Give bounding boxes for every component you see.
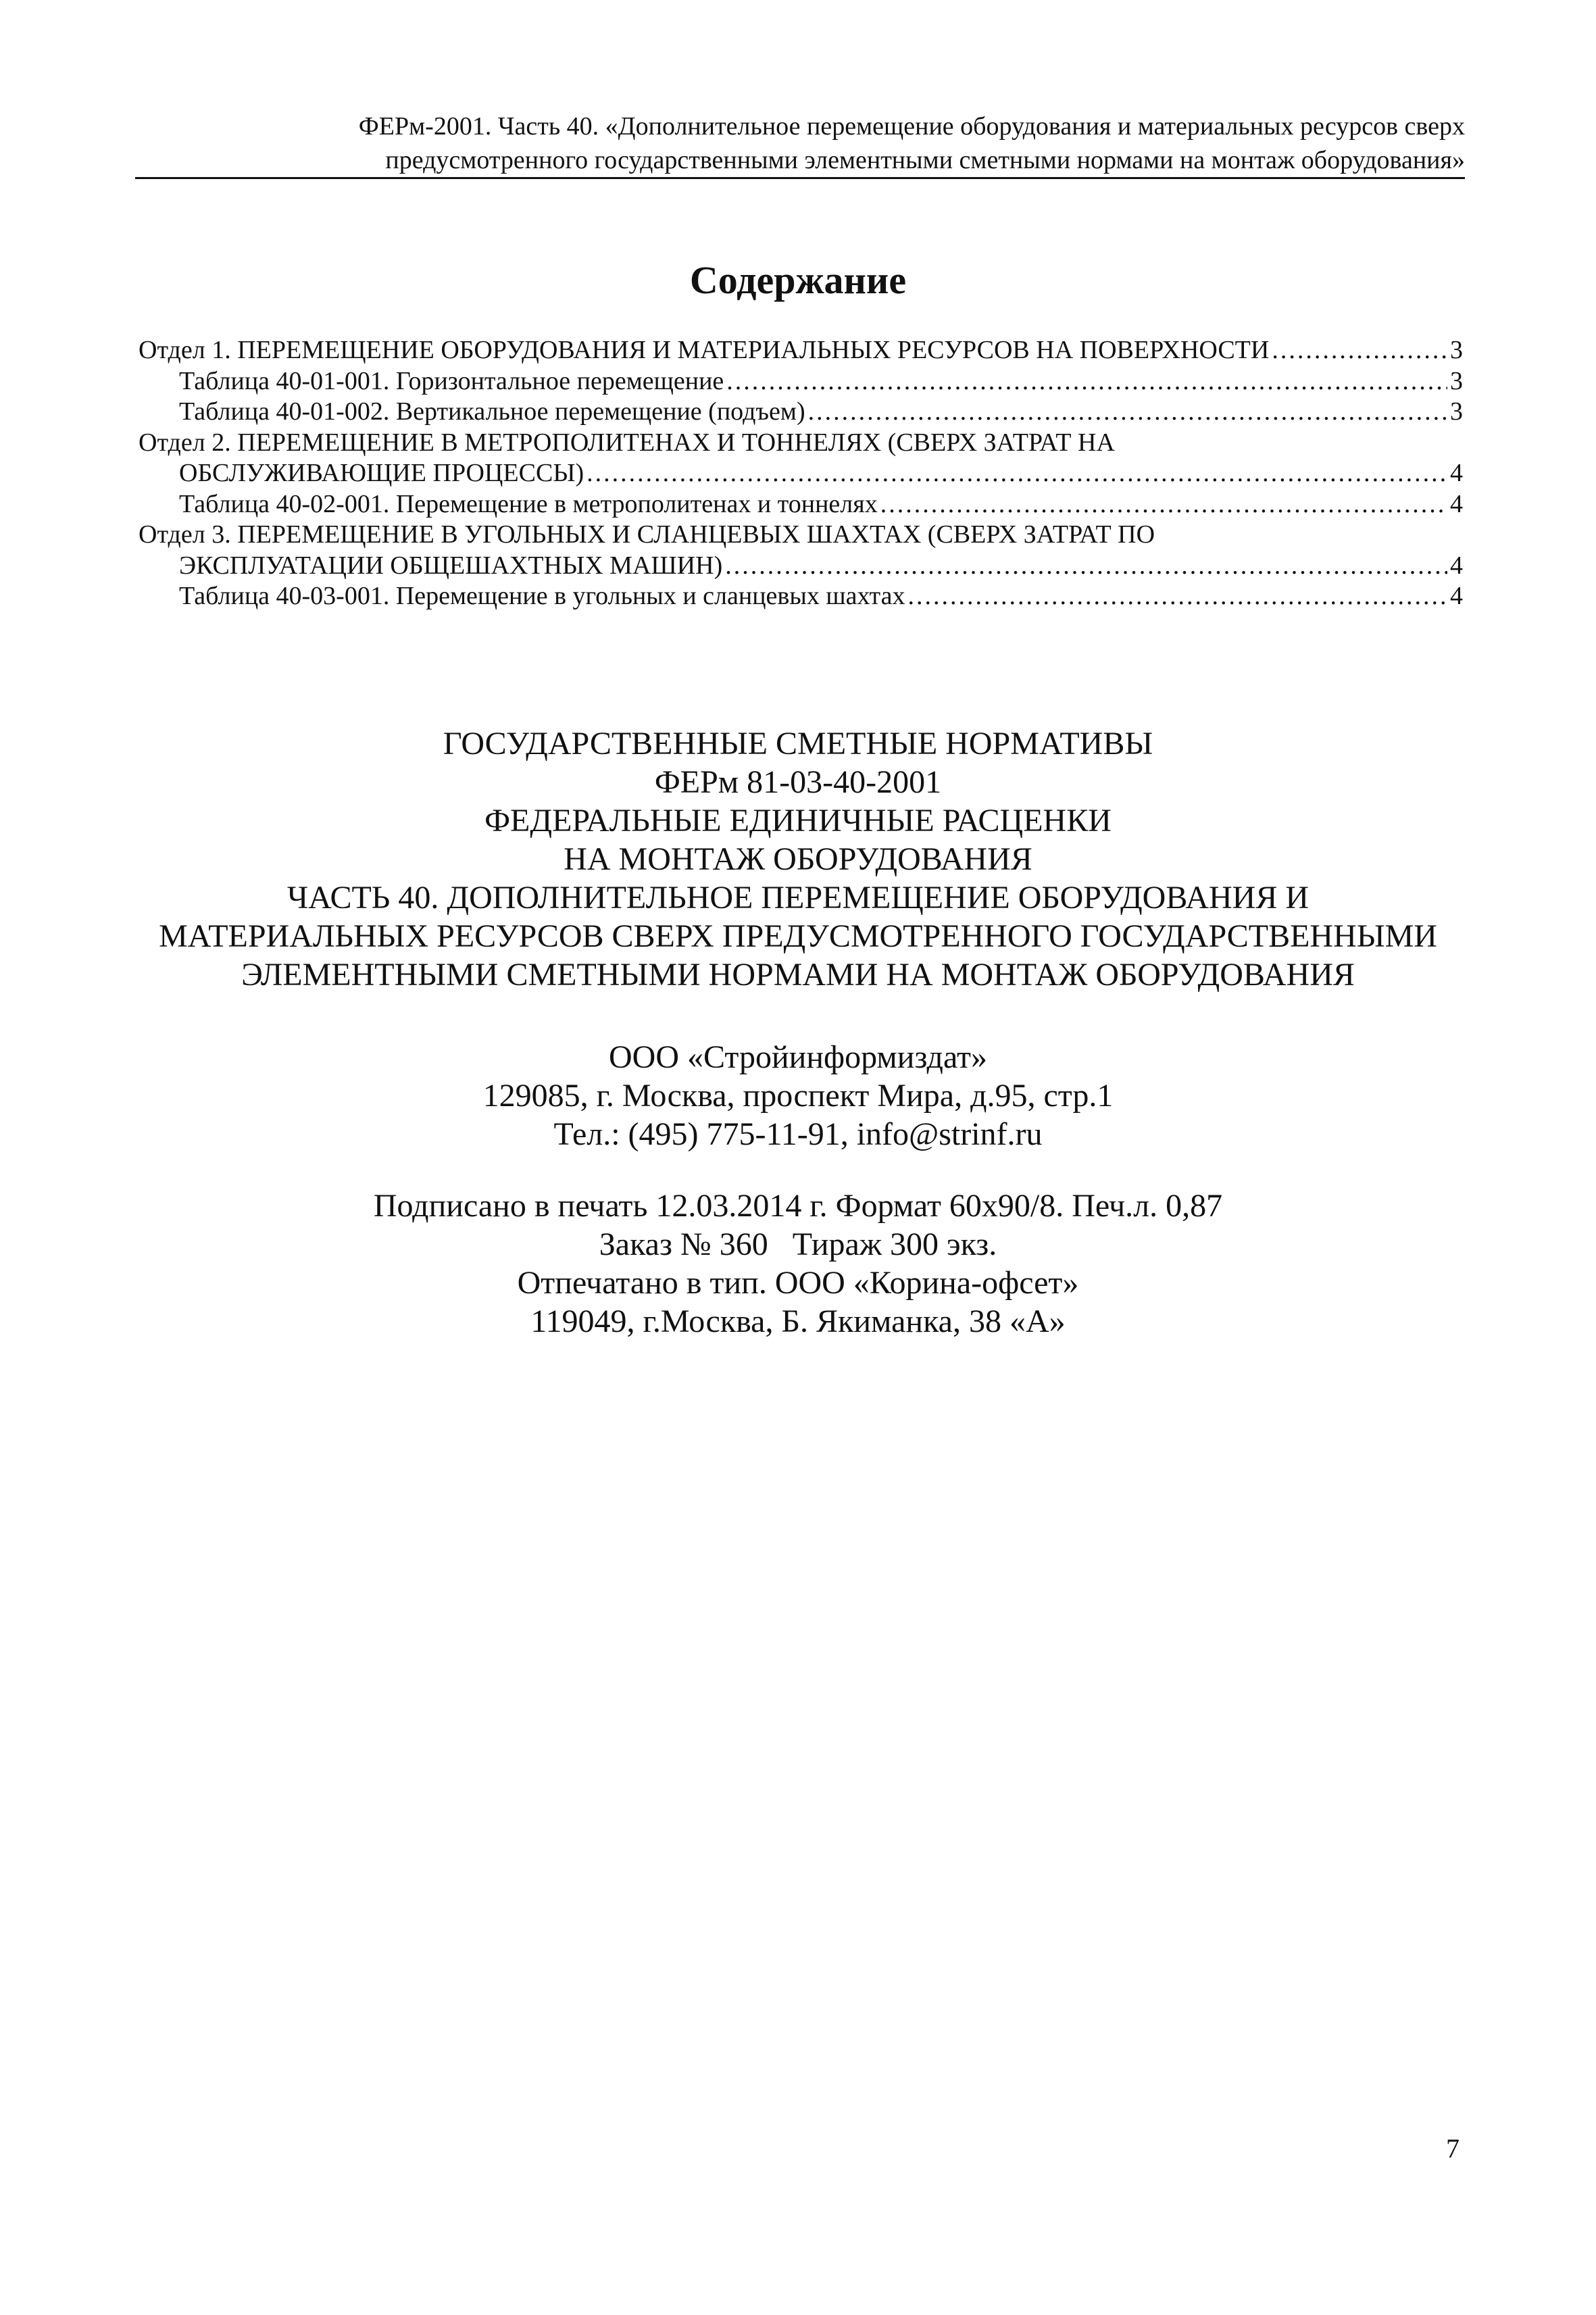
title-line-2: ФЕРм 81-03-40-2001 [654,764,942,800]
toc-leader-dots [726,366,1447,397]
running-header [135,109,1465,177]
toc-leader-dots [587,458,1447,489]
toc-table-40-02-001-label: Таблица 40-02-001. Перемещение в метрополитенах и тоннелях [179,489,878,518]
publisher-block [0,1038,1596,1153]
toc-leader-dots [725,551,1447,582]
toc-section-3-page: 4 [1450,551,1463,580]
imprint-line-3: Отпечатано в тип. ООО «Корина-офсет» [517,1265,1079,1301]
toc-table-40-01-001-page: 3 [1450,366,1463,395]
title-line-3: ФЕДЕРАЛЬНЫЕ ЕДИНИЧНЫЕ РАСЦЕНКИ [484,803,1112,839]
toc-table-40-01-002-page: 3 [1450,397,1463,426]
toc-table-40-01-002[interactable] [139,397,1463,428]
imprint-block [0,1187,1596,1341]
toc-section-2-line-1[interactable]: Отдел 2. ПЕРЕМЕЩЕНИЕ В МЕТРОПОЛИТЕНАХ И ТОННЕЛЯХ (СВЕРХ ЗАТРАТ НА [139,428,1115,457]
publisher-address: 129085, г. Москва, проспект Мира, д.95, стр.1 [482,1078,1114,1114]
toc-leader-dots [907,581,1447,612]
toc-table-40-03-001[interactable] [139,581,1463,612]
header-divider [135,177,1465,179]
toc-section-2-page: 4 [1450,459,1463,487]
toc-table-40-01-001-label: Таблица 40-01-001. Горизонтальное перемещение [179,366,724,395]
toc-section-1-page: 3 [1450,336,1463,364]
toc-section-1-label: Отдел 1. ПЕРЕМЕЩЕНИЕ ОБОРУДОВАНИЯ И МАТЕРИАЛЬНЫХ РЕСУРСОВ НА ПОВЕРХНОСТИ [139,336,1270,364]
imprint-line-4: 119049, г.Москва, Б. Якиманка, 38 «А» [530,1303,1066,1339]
toc-section-2-label: ОБСЛУЖИВАЮЩИЕ ПРОЦЕССЫ) [179,459,584,487]
toc-leader-dots [1272,335,1447,366]
toc-section-2[interactable] [139,458,1463,489]
toc-leader-dots [808,397,1447,428]
toc-section-3-line-1[interactable]: Отдел 3. ПЕРЕМЕЩЕНИЕ В УГОЛЬНЫХ И СЛАНЦЕВЫХ ШАХТАХ (СВЕРХ ЗАТРАТ ПО [139,520,1155,549]
title-line-1: ГОСУДАРСТВЕННЫЕ СМЕТНЫЕ НОРМАТИВЫ [443,726,1153,762]
toc-table-40-02-001-page: 4 [1450,489,1463,518]
toc-section-3[interactable] [139,551,1463,582]
title-line-7: ЭЛЕМЕНТНЫМИ СМЕТНЫМИ НОРМАМИ НА МОНТАЖ ОБОРУДОВАНИЯ [241,957,1355,993]
toc-title: Содержание [689,258,907,302]
toc-table-40-01-002-label: Таблица 40-01-002. Вертикальное перемещение (подъем) [179,397,805,426]
toc-table-40-01-001[interactable] [139,366,1463,397]
toc-table-40-03-001-page: 4 [1450,582,1463,610]
title-line-6: МАТЕРИАЛЬНЫХ РЕСУРСОВ СВЕРХ ПРЕДУСМОТРЕННОГО ГОСУДАРСТВЕННЫМИ [159,918,1437,954]
running-header-line-1: ФЕРм-2001. Часть 40. «Дополнительное перемещение оборудования и материальных ресурсов сверх [358,112,1465,141]
publisher-name: ООО «Стройинформиздат» [609,1039,987,1075]
publisher-contact: Тел.: (495) 775-11-91, info@strinf.ru [553,1116,1043,1152]
imprint-line-2: Заказ № 360 Тираж 300 экз. [599,1226,997,1262]
table-of-contents [139,335,1463,612]
document-title-block [0,724,1596,994]
toc-table-40-02-001[interactable] [139,489,1463,520]
title-line-5: ЧАСТЬ 40. ДОПОЛНИТЕЛЬНОЕ ПЕРЕМЕЩЕНИЕ ОБОРУДОВАНИЯ И [286,880,1310,916]
running-header-line-2: предусмотренного государственными элементными сметными нормами на монтаж оборудования» [385,146,1465,174]
toc-section-1[interactable] [139,335,1463,366]
imprint-line-1: Подписано в печать 12.03.2014 г. Формат 60х90/8. Печ.л. 0,87 [373,1188,1223,1224]
page-number: 7 [1446,2133,1460,2164]
toc-table-40-03-001-label: Таблица 40-03-001. Перемещение в угольных и сланцевых шахтах [179,582,905,610]
toc-section-3-label: ЭКСПЛУАТАЦИИ ОБЩЕШАХТНЫХ МАШИН) [179,551,723,580]
toc-leader-dots [880,489,1447,520]
title-line-4: НА МОНТАЖ ОБОРУДОВАНИЯ [564,841,1032,877]
